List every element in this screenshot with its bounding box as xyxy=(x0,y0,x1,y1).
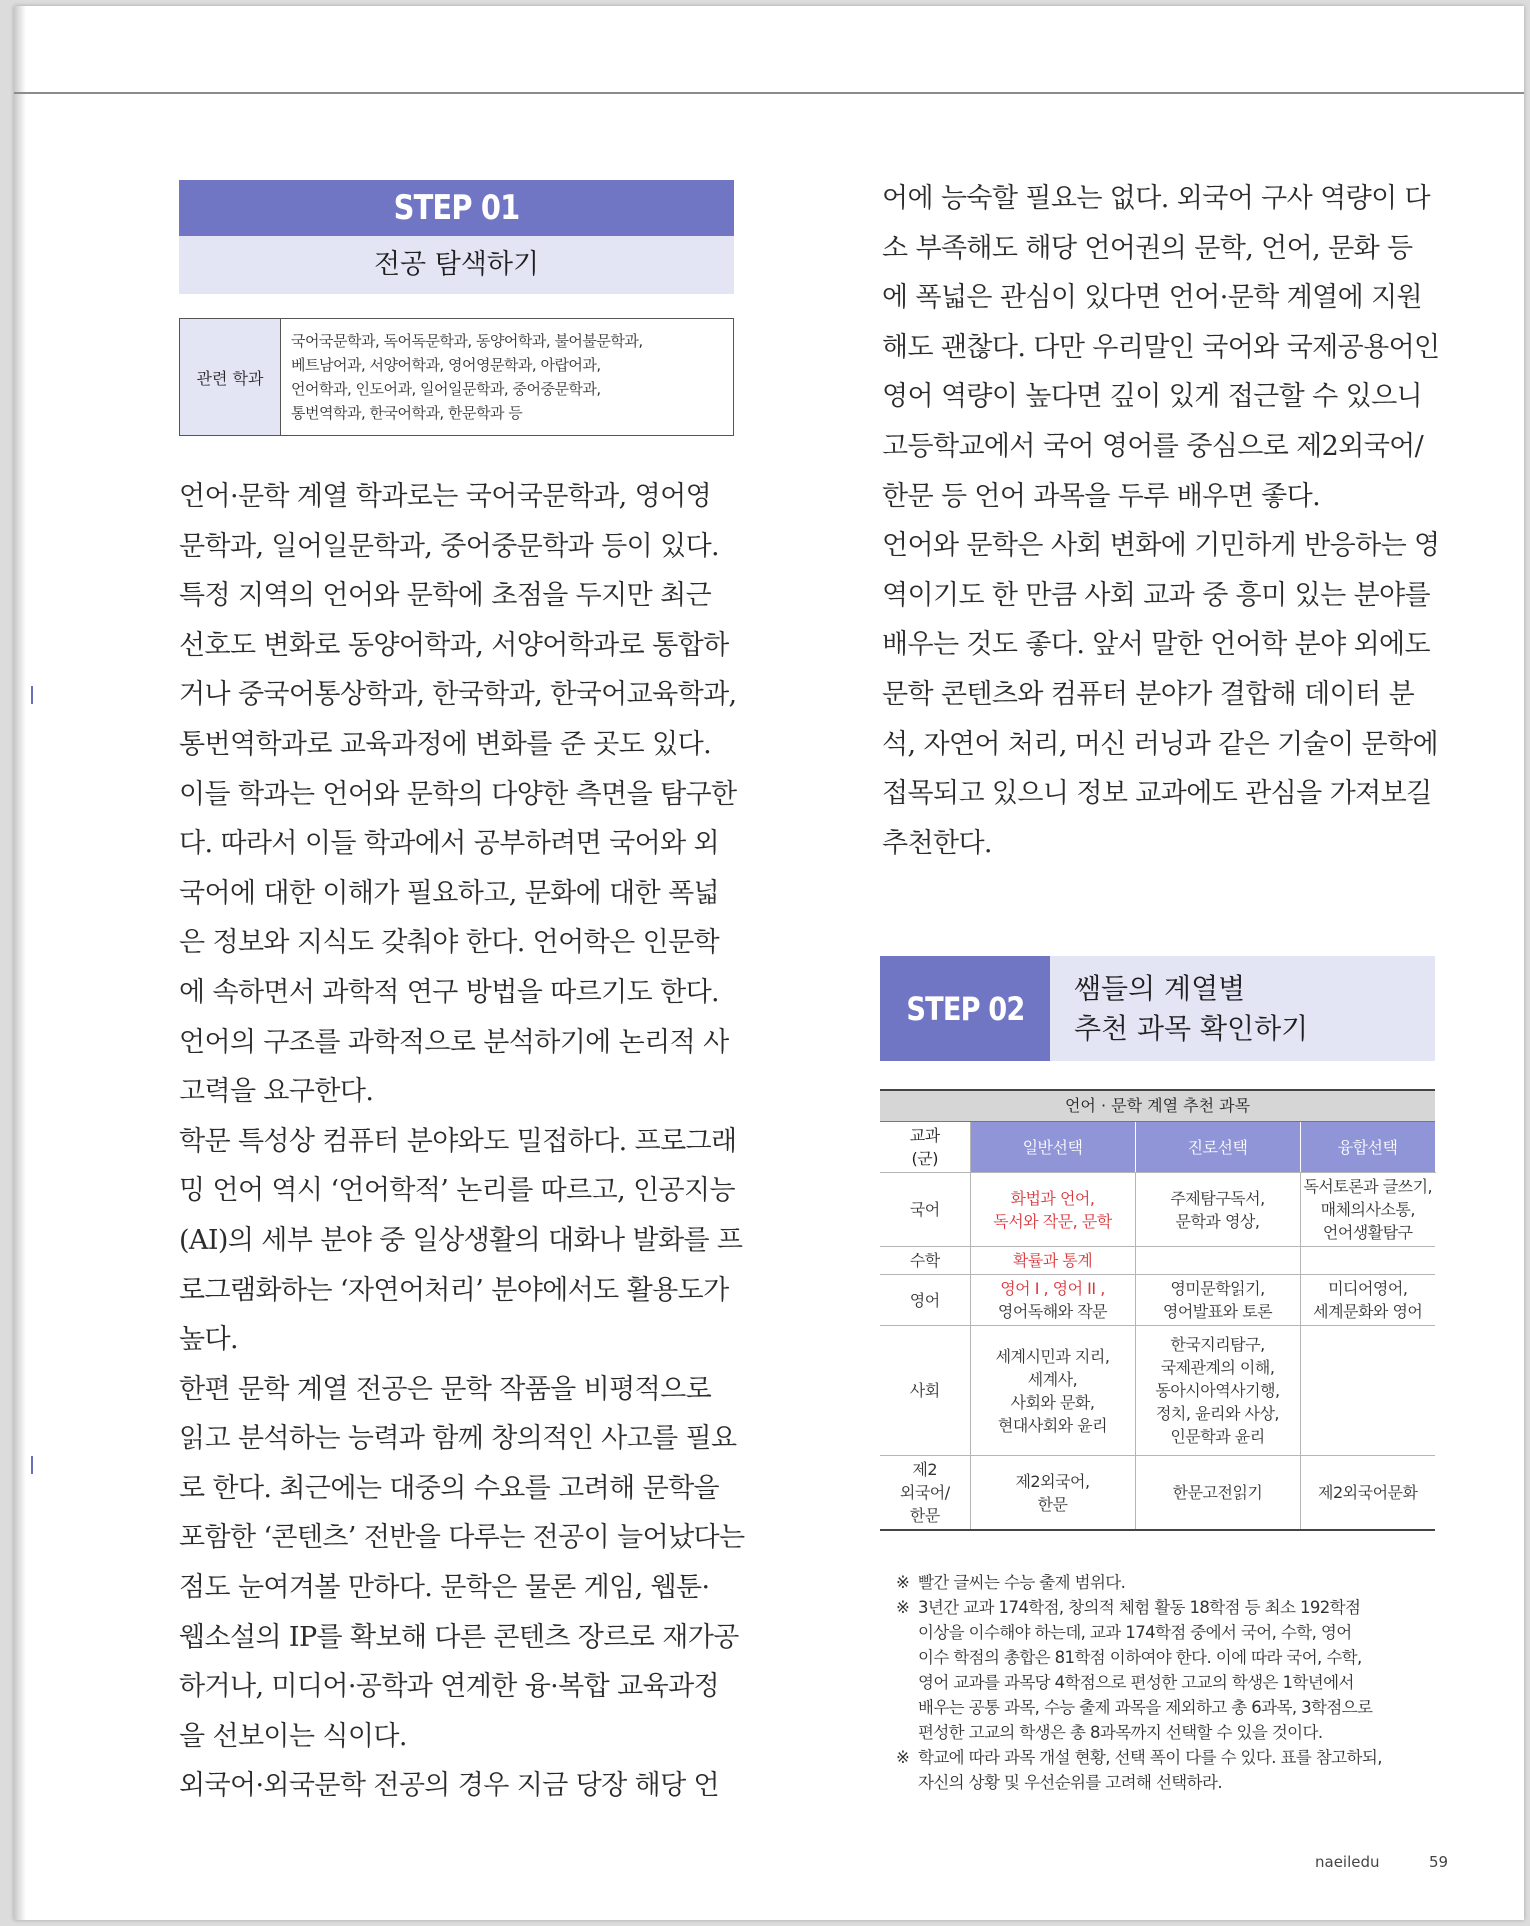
career-subject: 인문학과 윤리 xyxy=(1170,1427,1265,1446)
step2-title-line2: 추천 과목 확인하기 xyxy=(1074,1011,1309,1045)
page-number: 59 xyxy=(1429,1853,1449,1871)
related-department-line: 통번역학과, 한국어학과, 한문학과 등 xyxy=(291,404,523,422)
fusion-subject: 매체의사소통, xyxy=(1320,1200,1415,1219)
body-text-line: 을 선보이는 식이다. xyxy=(179,1720,407,1752)
body-text-line: 국어에 대한 이해가 필요하고, 문화에 대한 폭넓 xyxy=(179,877,720,909)
cell-subject: 국어 xyxy=(880,1173,970,1247)
left-column-text xyxy=(179,472,745,1811)
cell-fusion xyxy=(1300,1247,1435,1275)
cell-fusion xyxy=(1300,1456,1435,1531)
recommended-subjects-table xyxy=(880,1089,1435,1531)
footnote-line: 이상을 이수해야 하는데, 교과 174학점 중에서 국어, 수학, 영어 xyxy=(918,1623,1352,1642)
cell-fusion xyxy=(1300,1326,1435,1456)
footnote-line: 3년간 교과 174학점, 창의적 체험 활동 18학점 등 최소 192학점 xyxy=(918,1598,1361,1617)
body-text-line: 거나 중국어통상학과, 한국학과, 한국어교육학과, xyxy=(179,679,737,711)
related-label: 관련 학과 xyxy=(180,319,281,435)
footnote-line: 자신의 상황 및 우선순위를 고려해 선택하라. xyxy=(918,1773,1222,1792)
cell-career xyxy=(1135,1456,1300,1531)
body-text-line: 밍 언어 역시 ‘언어학적’ 논리를 따르고, 인공지능 xyxy=(179,1175,736,1207)
header-subject-group: 교과 (군) xyxy=(880,1122,970,1173)
career-subject: 동아시아역사기행, xyxy=(1155,1381,1280,1400)
table-row xyxy=(880,1247,1435,1275)
body-text-line: 점도 눈여겨볼 만하다. 문학은 물론 게임, 웹툰· xyxy=(179,1572,710,1604)
body-text-line: 통번역학과로 교육과정에 변화를 준 곳도 있다. xyxy=(179,728,712,760)
body-text-line: 로그램화하는 ‘자연어처리’ 분야에서도 활용도가 xyxy=(179,1274,729,1306)
career-subject: 문학과 영상, xyxy=(1175,1211,1260,1231)
edge-mark xyxy=(31,686,33,704)
general-subject: 확률과 통계 xyxy=(1012,1251,1093,1270)
step2-header xyxy=(880,956,1435,1061)
body-text-line: 학문 특성상 컴퓨터 분야와도 밀접하다. 프로그래 xyxy=(179,1125,737,1157)
cell-career xyxy=(1135,1247,1300,1275)
footnote-line: 편성한 고교의 학생은 총 8과목까지 선택할 수 있을 것이다. xyxy=(918,1723,1323,1742)
footnote-line: 배우는 공통 과목, 수능 출제 과목을 제외하고 총 6과목, 3학점으로 xyxy=(918,1698,1373,1717)
body-text-line: 소 부족해도 해당 언어권의 문학, 언어, 문화 등 xyxy=(882,232,1413,264)
footnote-line: 이수 학점의 총합은 81학점 이하여야 한다. 이에 따라 국어, 수학, xyxy=(918,1648,1362,1667)
footnote-line: 학교에 따라 과목 개설 현황, 선택 폭이 다를 수 있다. 표를 참고하되, xyxy=(918,1748,1382,1767)
body-text-line: 에 폭넓은 관심이 있다면 언어·문학 계열에 지원 xyxy=(882,282,1423,314)
general-subject: 사회와 문화, xyxy=(1010,1392,1095,1412)
cell-subject: 수학 xyxy=(880,1247,970,1275)
header-general: 일반선택 xyxy=(970,1122,1135,1173)
cell-career xyxy=(1135,1173,1300,1247)
cell-general xyxy=(970,1173,1135,1247)
table-row xyxy=(880,1326,1435,1456)
cell-subject: 사회 xyxy=(880,1326,970,1456)
table-row xyxy=(880,1456,1435,1531)
related-department-line: 언어학과, 인도어과, 일어일문학과, 중어중문학과, xyxy=(291,380,601,398)
career-subject: 영어발표와 토론 xyxy=(1162,1302,1273,1321)
footnote-line: 영어 교과를 과목당 4학점으로 편성한 고교의 학생은 1학년에서 xyxy=(918,1673,1354,1692)
body-text-line: 은 정보와 지식도 갖춰야 한다. 언어학은 인문학 xyxy=(179,927,720,959)
body-text-line: 한문 등 언어 과목을 두루 배우면 좋다. xyxy=(882,480,1321,512)
spine-shadow xyxy=(14,6,26,1920)
header-fusion: 융합선택 xyxy=(1300,1122,1435,1173)
step2-title xyxy=(1050,956,1435,1061)
general-subject: 세계사, xyxy=(1027,1369,1078,1389)
body-text-line: 하거나, 미디어·공학과 연계한 융·복합 교육과정 xyxy=(179,1671,720,1703)
step1-header xyxy=(179,180,734,294)
related-department-line: 국어국문학과, 독어독문학과, 동양어학과, 불어불문학과, xyxy=(291,332,643,350)
body-text-line: 읽고 분석하는 능력과 함께 창의적인 사고를 필요 xyxy=(179,1423,737,1455)
fusion-subject: 독서토론과 글쓰기, xyxy=(1303,1177,1433,1196)
footnotes xyxy=(896,1570,1456,1795)
body-text-line: 언어의 구조를 과학적으로 분석하기에 논리적 사 xyxy=(179,1026,729,1058)
table-row xyxy=(880,1275,1435,1326)
body-text-line: 어에 능숙할 필요는 없다. 외국어 구사 역량이 다 xyxy=(882,183,1431,214)
body-text-line: 다. 따라서 이들 학과에서 공부하려면 국어와 외 xyxy=(179,828,720,860)
body-text-line: 로 한다. 최근에는 대중의 수요를 고려해 문학을 xyxy=(179,1472,720,1504)
body-text-line: 석, 자연어 처리, 머신 러닝과 같은 기술이 문학에 xyxy=(882,728,1439,760)
career-subject: 정치, 윤리와 사상, xyxy=(1155,1404,1280,1423)
related-departments-list xyxy=(281,319,733,435)
career-subject: 주제탐구독서, xyxy=(1170,1188,1265,1208)
general-subject: 영어독해와 작문 xyxy=(997,1302,1108,1321)
general-subject: 화법과 언어, xyxy=(1010,1188,1095,1208)
fusion-subject: 제2외국어문화 xyxy=(1318,1483,1418,1502)
fusion-subject: 세계문화와 영어 xyxy=(1313,1302,1423,1321)
body-text-line: (AI)의 세부 분야 중 일상생활의 대화나 발화를 프 xyxy=(179,1224,743,1256)
table-row xyxy=(880,1173,1435,1247)
cell-fusion xyxy=(1300,1275,1435,1326)
body-text-line: 언어·문학 계열 학과로는 국어국문학과, 영어영 xyxy=(179,481,712,512)
general-subject: 제2외국어, xyxy=(1015,1471,1090,1491)
body-text-line: 배우는 것도 좋다. 앞서 말한 언어학 분야 외에도 xyxy=(882,629,1431,661)
body-text-line: 포함한 ‘콘텐츠’ 전반을 다루는 전공이 늘어났다는 xyxy=(179,1522,745,1554)
general-subject: 영어 I , 영어 II , xyxy=(1000,1279,1105,1298)
cell-subject: 제2 외국어/ 한문 xyxy=(880,1456,970,1531)
footnote-mark: ※ xyxy=(896,1573,910,1592)
body-text-line: 해도 괜찮다. 다만 우리말인 국어와 국제공용어인 xyxy=(882,331,1440,363)
related-departments-box xyxy=(179,318,734,436)
cell-fusion xyxy=(1300,1173,1435,1247)
body-text-line: 선호도 변화로 동양어학과, 서양어학과로 통합하 xyxy=(179,629,729,661)
cell-subject: 영어 xyxy=(880,1275,970,1326)
step2-title-line1: 쌤들의 계열별 xyxy=(1074,971,1246,1005)
career-subject: 영미문학읽기, xyxy=(1170,1279,1265,1298)
table-caption: 언어 · 문학 계열 추천 과목 xyxy=(880,1089,1435,1122)
career-subject: 한국지리탐구, xyxy=(1170,1335,1265,1354)
header-career: 진로선택 xyxy=(1135,1122,1300,1173)
general-subject: 세계시민과 지리, xyxy=(995,1346,1110,1366)
body-text-line: 접목되고 있으니 정보 교과에도 관심을 가져보길 xyxy=(882,778,1432,810)
footnote xyxy=(896,1745,1456,1795)
table-body xyxy=(880,1173,1435,1531)
fusion-subject: 언어생활탐구 xyxy=(1322,1223,1413,1242)
cell-general xyxy=(970,1275,1135,1326)
step1-label: STEP 01 xyxy=(221,180,693,236)
step1-title: 전공 탐색하기 xyxy=(179,236,734,294)
step2-badge xyxy=(880,956,1050,1061)
cell-general xyxy=(970,1247,1135,1275)
footnote xyxy=(896,1595,1456,1745)
related-department-line: 베트남어과, 서양어학과, 영어영문학과, 아랍어과, xyxy=(291,356,601,374)
body-text-line: 문학 콘텐츠와 컴퓨터 분야가 결합해 데이터 분 xyxy=(882,678,1415,710)
fusion-subject: 미디어영어, xyxy=(1328,1279,1408,1298)
body-text-line: 높다. xyxy=(179,1324,238,1356)
body-text-line: 영어 역량이 높다면 깊이 있게 접근할 수 있으니 xyxy=(882,381,1423,413)
body-text-line: 고력을 요구한다. xyxy=(179,1076,374,1108)
cell-career xyxy=(1135,1275,1300,1326)
footer-brand: naeiledu xyxy=(1315,1853,1380,1871)
footnote xyxy=(896,1570,1456,1595)
body-text-line: 한편 문학 계열 전공은 문학 작품을 비평적으로 xyxy=(179,1373,712,1405)
general-subject: 한문 xyxy=(1037,1494,1068,1514)
edge-mark xyxy=(31,1456,33,1474)
general-subject: 독서와 작문, 문학 xyxy=(993,1211,1112,1231)
body-text-line: 역이기도 한 만큼 사회 교과 중 흥미 있는 분야를 xyxy=(882,579,1431,611)
body-text-line: 웹소설의 IP를 확보해 다른 콘텐츠 장르로 재가공 xyxy=(179,1621,739,1653)
body-text-line: 고등학교에서 국어 영어를 중심으로 제2외국어/ xyxy=(882,430,1424,462)
magazine-page xyxy=(14,6,1524,1920)
body-text-line: 추천한다. xyxy=(882,827,992,859)
career-subject: 국제관계의 이해, xyxy=(1160,1358,1275,1377)
body-text-line: 언어와 문학은 사회 변화에 기민하게 반응하는 영 xyxy=(882,530,1440,562)
footnote-mark: ※ xyxy=(896,1748,910,1767)
step2-label: STEP 02 xyxy=(905,989,1025,1028)
general-subject: 현대사회와 윤리 xyxy=(997,1415,1108,1435)
body-text-line: 외국어·외국문학 전공의 경우 지금 당장 해당 언 xyxy=(179,1770,720,1802)
footnote-mark: ※ xyxy=(896,1598,910,1617)
body-text-line: 문학과, 일어일문학과, 중어중문학과 등이 있다. xyxy=(179,530,720,562)
body-text-line: 특정 지역의 언어와 문학에 초점을 두지만 최근 xyxy=(179,580,712,612)
table-header-row xyxy=(880,1122,1435,1173)
career-subject: 한문고전읽기 xyxy=(1172,1483,1263,1502)
body-text-line: 이들 학과는 언어와 문학의 다양한 측면을 탐구한 xyxy=(179,778,737,810)
top-rule xyxy=(14,92,1524,94)
right-column-text xyxy=(882,174,1447,868)
cell-career xyxy=(1135,1326,1300,1456)
footnote-line: 빨간 글씨는 수능 출제 범위다. xyxy=(918,1573,1126,1592)
cell-general xyxy=(970,1326,1135,1456)
cell-general xyxy=(970,1456,1135,1531)
body-text-line: 에 속하면서 과학적 연구 방법을 따르기도 한다. xyxy=(179,976,720,1008)
